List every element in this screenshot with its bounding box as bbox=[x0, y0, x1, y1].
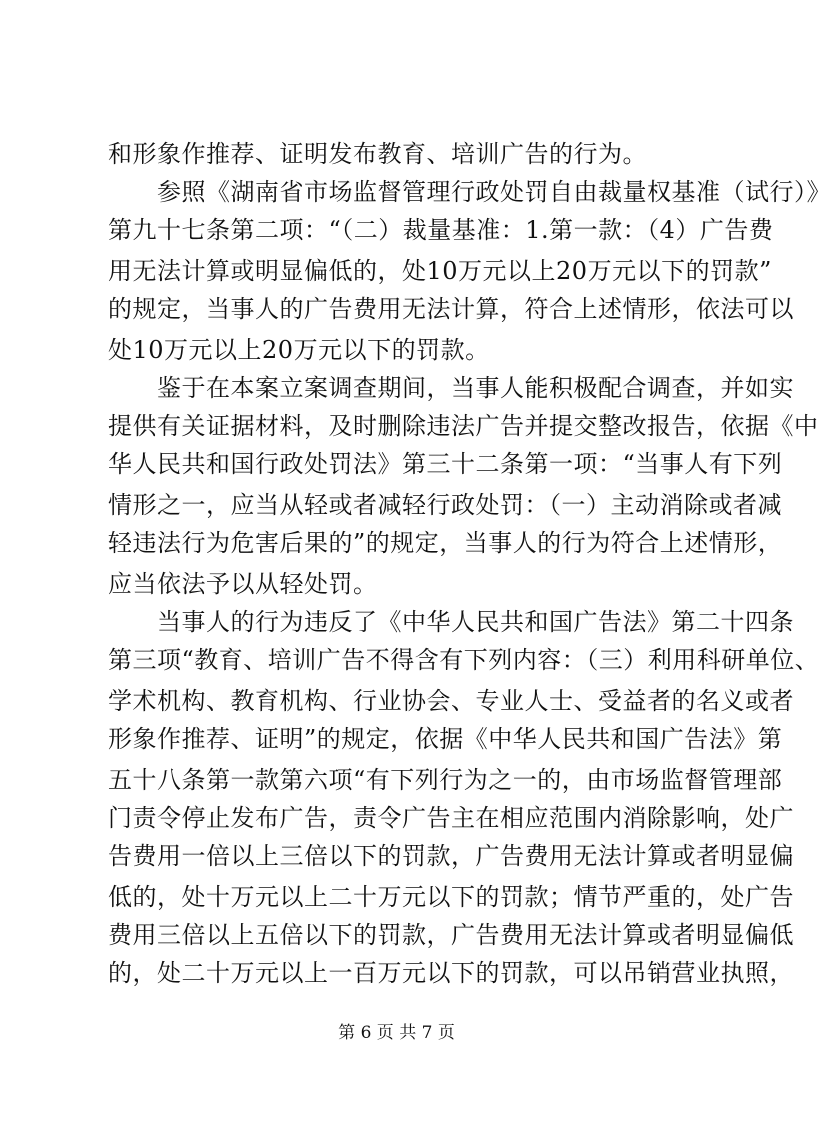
text-line: 形象作推荐、证明”的规定，依据《中华人民共和国广告法》第 bbox=[108, 725, 783, 753]
text-line: 和形象作推荐、证明发布教育、培训广告的行为。 bbox=[108, 140, 647, 168]
text-line: 处10万元以上20万元以下的罚款。 bbox=[108, 336, 490, 364]
text-line: 五十八条第一款第六项“有下列行为之一的，由市场监督管理部 bbox=[108, 766, 783, 794]
text-line: 应当依法予以从轻处罚。 bbox=[108, 570, 378, 598]
text-line: 轻违法行为危害后果的”的规定，当事人的行为符合上述情形， bbox=[108, 529, 783, 557]
text-line: 华人民共和国行政处罚法》第三十二条第一项：“当事人有下列 bbox=[108, 450, 783, 478]
text-line: 参照《湖南省市场监督管理行政处罚自由裁量权基准（试行）》 bbox=[108, 178, 831, 206]
text-line: 的规定，当事人的广告费用无法计算，符合上述情形，依法可以 bbox=[108, 295, 794, 323]
text-line: 的，处二十万元以上一百万元以下的罚款，可以吊销营业执照， bbox=[108, 959, 794, 987]
text-line: 第三项“教育、培训广告不得含有下列内容：（三）利用科研单位、 bbox=[108, 646, 820, 674]
page-number: 第 6 页 共 7 页 bbox=[338, 1023, 455, 1043]
text-line: 第九十七条第二项：“（二）裁量基准：1.第一款：（4）广告费 bbox=[108, 216, 774, 244]
text-line: 费用三倍以上五倍以下的罚款，广告费用无法计算或者明显偏低 bbox=[108, 921, 794, 949]
text-line: 门责令停止发布广告，责令广告主在相应范围内消除影响，处广 bbox=[108, 804, 794, 832]
text-line: 低的，处十万元以上二十万元以下的罚款；情节严重的，处广告 bbox=[108, 883, 794, 911]
text-line: 情形之一，应当从轻或者减轻行政处罚：（一）主动消除或者减 bbox=[108, 491, 782, 519]
text-line: 提供有关证据材料，及时删除违法广告并提交整改报告，依据《中 bbox=[108, 412, 819, 440]
text-line: 当事人的行为违反了《中华人民共和国广告法》第二十四条 bbox=[108, 608, 794, 636]
text-line: 用无法计算或明显偏低的，处10万元以上20万元以下的罚款” bbox=[108, 257, 772, 285]
text-line: 告费用一倍以上三倍以下的罚款，广告费用无法计算或者明显偏 bbox=[108, 842, 794, 870]
text-line: 学术机构、教育机构、行业协会、专业人士、受益者的名义或者 bbox=[108, 687, 794, 715]
text-line: 鉴于在本案立案调查期间，当事人能积极配合调查，并如实 bbox=[108, 374, 794, 402]
